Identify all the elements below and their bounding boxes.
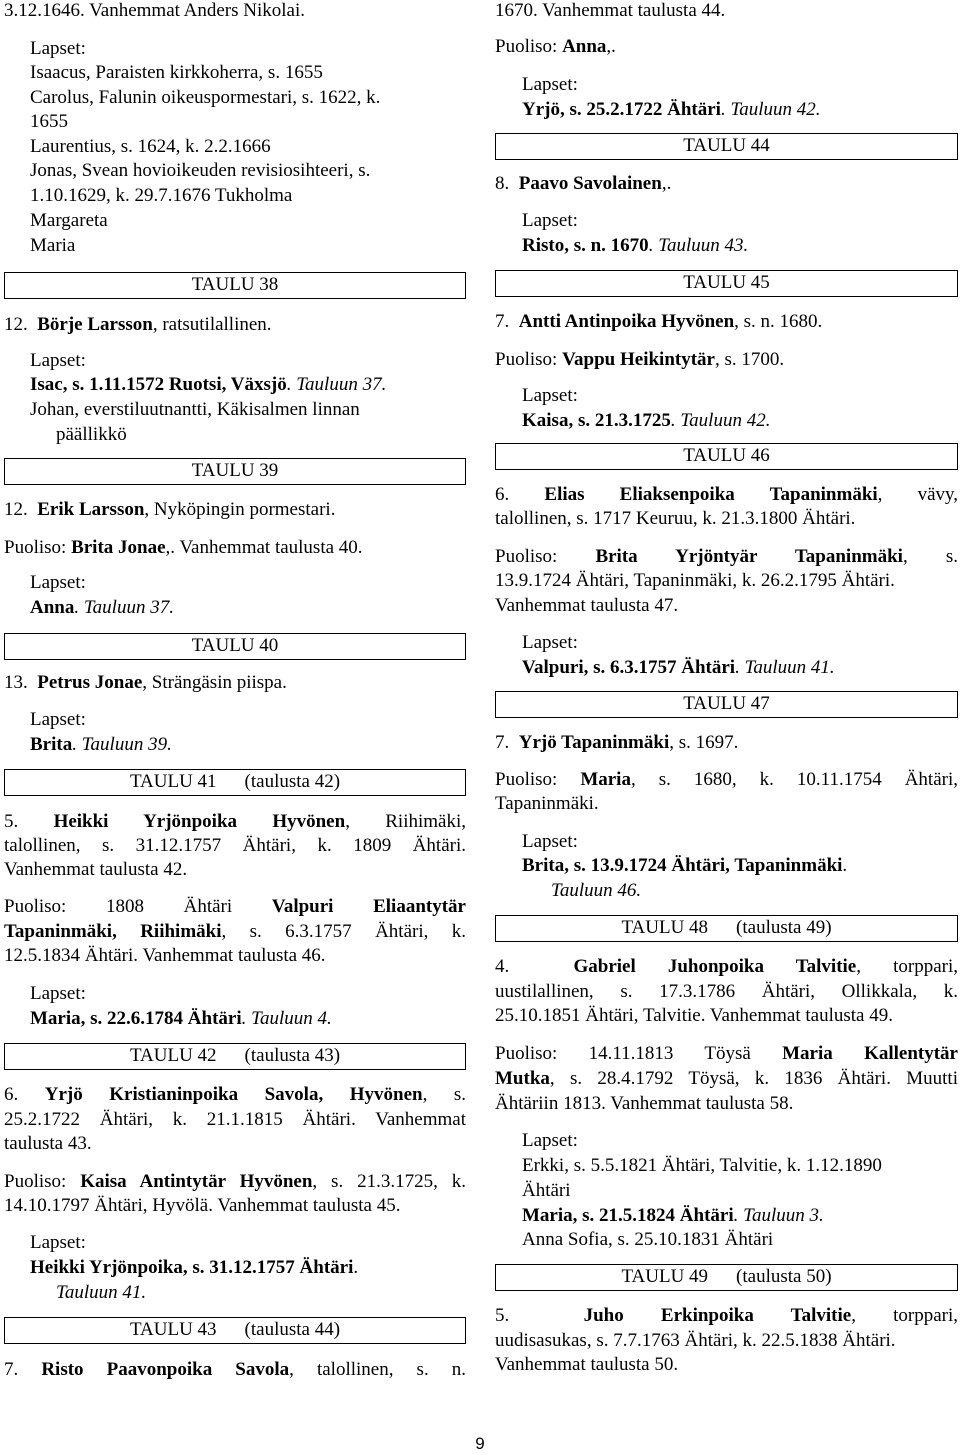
child-entry: Anna Sofia, s. 25.10.1831 Ähtäri <box>522 1229 774 1250</box>
children-label: Lapset: <box>522 210 578 231</box>
text-line: 25.2.1722 Ähtäri, k. 21.1.1815 Ähtäri. Vanhemmat <box>4 1109 466 1130</box>
person-entry: 6. Yrjö Kristianinpoika Savola, Hyvönen, s. <box>4 1084 466 1105</box>
spouse-entry: Puoliso: Maria, s. 1680, k. 10.11.1754 Ähtäri, <box>495 769 958 790</box>
spouse-entry: Puoliso: Anna,. <box>495 36 616 57</box>
person-entry: 8. Paavo Savolainen,. <box>495 173 672 194</box>
text-line: Vanhemmat taulusta 42. <box>4 859 188 880</box>
text-line: Tauluun 46. <box>551 880 642 901</box>
person-entry: 7. Antti Antinpoika Hyvönen, s. n. 1680. <box>495 311 823 332</box>
text-line: 14.10.1797 Ähtäri, Hyvölä. Vanhemmat taulusta 45. <box>4 1195 401 1216</box>
table-heading-46: TAULU 46 <box>495 443 958 470</box>
spouse-entry: Puoliso: 14.11.1813 Töysä Maria Kallentytär <box>495 1043 958 1064</box>
table-heading-41: TAULU 41 (taulusta 42) <box>4 769 466 796</box>
text-line: Tauluun 41. <box>56 1282 147 1303</box>
child-entry: Kaisa, s. 21.3.1725. Tauluun 42. <box>522 410 771 431</box>
text-line: 1.10.1629, k. 29.7.1676 Tukholma <box>30 185 293 206</box>
person-entry: 7. Yrjö Tapaninmäki, s. 1697. <box>495 732 739 753</box>
text-line: 12.5.1834 Ähtäri. Vanhemmat taulusta 46. <box>4 945 326 966</box>
children-label: Lapset: <box>522 1130 578 1151</box>
child-entry: Anna. Tauluun 37. <box>30 597 174 618</box>
text-line: talollinen, s. 31.12.1757 Ähtäri, k. 1809 Ähtäri. <box>4 835 466 856</box>
text-line: Ähtäri <box>522 1180 571 1201</box>
spouse-entry: Puoliso: 1808 Ähtäri Valpuri Eliaantytär <box>4 896 466 917</box>
page-number: 9 <box>475 1434 485 1453</box>
children-label: Lapset: <box>30 350 86 371</box>
table-heading-38: TAULU 38 <box>4 272 466 299</box>
children-label: Lapset: <box>522 632 578 653</box>
table-heading-39: TAULU 39 <box>4 458 466 485</box>
child-entry: Risto, s. n. 1670. Tauluun 43. <box>522 235 749 256</box>
children-label: Lapset: <box>30 572 86 593</box>
children-label: Lapset: <box>522 74 578 95</box>
child-entry: Yrjö, s. 25.2.1722 Ähtäri. Tauluun 42. <box>522 99 821 120</box>
child-entry: Jonas, Svean hovioikeuden revisiosihteeri, s. <box>30 160 371 181</box>
person-entry: 7. Risto Paavonpoika Savola, talollinen, s. n. <box>4 1359 467 1380</box>
child-entry: Maria <box>30 235 76 256</box>
child-entry: Isac, s. 1.11.1572 Ruotsi, Växsjö. Tauluun 37. <box>30 374 387 395</box>
text-line: taulusta 43. <box>4 1133 92 1154</box>
child-entry: Johan, everstiluutnantti, Käkisalmen linnan <box>30 399 360 420</box>
text-line: Vanhemmat taulusta 50. <box>495 1354 679 1375</box>
table-heading-49: TAULU 49 (taulusta 50) <box>495 1264 958 1291</box>
children-label: Lapset: <box>30 983 86 1004</box>
person-entry: 6. Elias Eliaksenpoika Tapaninmäki, vävy, <box>495 484 959 505</box>
text-line: uudisasukas, s. 7.7.1763 Ähtäri, k. 22.5.1838 Ähtäri. <box>495 1330 896 1351</box>
children-label: Lapset: <box>522 385 578 406</box>
person-entry: 13. Petrus Jonae, Strängäsin piispa. <box>4 672 287 693</box>
table-heading-43: TAULU 43 (taulusta 44) <box>4 1317 466 1344</box>
table-heading-40: TAULU 40 <box>4 633 466 660</box>
child-entry: Isaacus, Paraisten kirkkoherra, s. 1655 <box>30 62 323 83</box>
text-line: 25.10.1851 Ähtäri, Talvitie. Vanhemmat taulusta 49. <box>495 1005 893 1026</box>
text-line: Tapaninmäki. <box>495 793 599 814</box>
text-line: talollinen, s. 1717 Keuruu, k. 21.3.1800 Ähtäri. <box>495 508 856 529</box>
text-line: Mutka, s. 28.4.1792 Töysä, k. 1836 Ähtäri. Muutti <box>495 1068 958 1089</box>
child-entry: Laurentius, s. 1624, k. 2.2.1666 <box>30 136 271 157</box>
text-line: Ähtäriin 1813. Vanhemmat taulusta 58. <box>495 1093 794 1114</box>
spouse-entry: Puoliso: Kaisa Antintytär Hyvönen, s. 21.3.1725, k. <box>4 1171 466 1192</box>
child-entry: Maria, s. 22.6.1784 Ähtäri. Tauluun 4. <box>30 1008 332 1029</box>
child-entry: Heikki Yrjönpoika, s. 31.12.1757 Ähtäri. <box>30 1257 359 1278</box>
spouse-entry: Puoliso: Brita Jonae,. Vanhemmat taulusta 40. <box>4 537 363 558</box>
child-entry: Brita. Tauluun 39. <box>30 734 172 755</box>
child-entry: Margareta <box>30 210 108 231</box>
children-label: Lapset: <box>30 709 86 730</box>
text-line: 3.12.1646. Vanhemmat Anders Nikolai. <box>4 0 305 21</box>
table-heading-48: TAULU 48 (taulusta 49) <box>495 915 958 942</box>
table-heading-47: TAULU 47 <box>495 691 958 718</box>
person-entry: 12. Börje Larsson, ratsutilallinen. <box>4 314 272 335</box>
person-entry: 12. Erik Larsson, Nyköpingin pormestari. <box>4 499 336 520</box>
child-entry: Erkki, s. 5.5.1821 Ähtäri, Talvitie, k. 1.12.1890 <box>522 1155 882 1176</box>
children-label: Lapset: <box>522 831 578 852</box>
text-line: 1655 <box>30 111 68 132</box>
person-entry: 5. Juho Erkinpoika Talvitie, torppari, <box>495 1305 959 1326</box>
children-label: Lapset: <box>30 1232 86 1253</box>
text-line: Vanhemmat taulusta 47. <box>495 595 679 616</box>
child-entry: Carolus, Falunin oikeuspormestari, s. 1622, k. <box>30 87 381 108</box>
person-entry: 5. Heikki Yrjönpoika Hyvönen, Riihimäki, <box>4 811 466 832</box>
spouse-entry: Puoliso: Brita Yrjöntyär Tapaninmäki, s. <box>495 546 958 567</box>
child-entry: Brita, s. 13.9.1724 Ähtäri, Tapaninmäki. <box>522 855 848 876</box>
text-line: päällikkö <box>56 424 127 445</box>
table-heading-42: TAULU 42 (taulusta 43) <box>4 1043 466 1070</box>
text-line: 13.9.1724 Ähtäri, Tapaninmäki, k. 26.2.1795 Ähtäri. <box>495 570 895 591</box>
text-line: 1670. Vanhemmat taulusta 44. <box>495 0 726 21</box>
table-heading-45: TAULU 45 <box>495 270 958 297</box>
person-entry: 4. Gabriel Juhonpoika Talvitie, torppari, <box>495 956 958 977</box>
child-entry: Maria, s. 21.5.1824 Ähtäri. Tauluun 3. <box>522 1205 824 1226</box>
text-line: uustilallinen, s. 17.3.1786 Ähtäri, Ollikkala, k. <box>495 981 958 1002</box>
spouse-entry: Puoliso: Vappu Heikintytär, s. 1700. <box>495 349 785 370</box>
text-line: Tapaninmäki, Riihimäki, s. 6.3.1757 Ähtäri, k. <box>4 921 466 942</box>
children-label: Lapset: <box>30 38 86 59</box>
child-entry: Valpuri, s. 6.3.1757 Ähtäri. Tauluun 41. <box>522 657 835 678</box>
table-heading-44: TAULU 44 <box>495 133 958 160</box>
